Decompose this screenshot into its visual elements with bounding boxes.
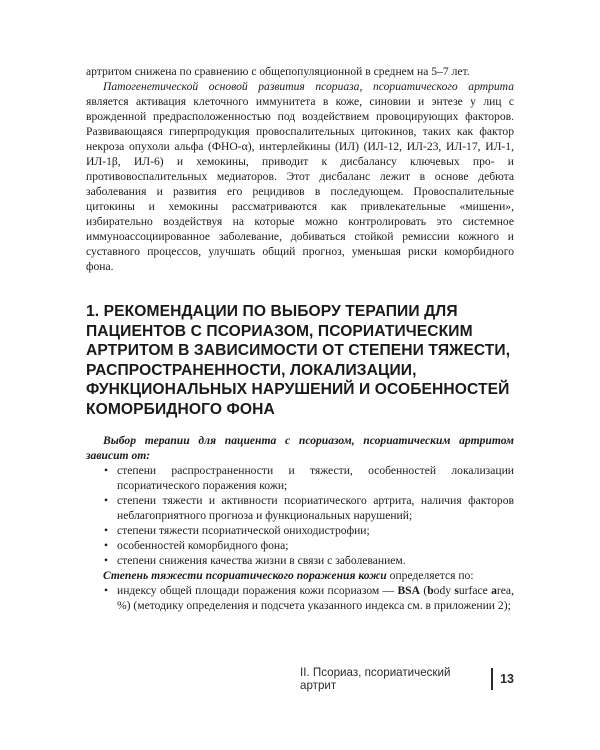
list-item: • степени тяжести псориатической ониходистрофии; (117, 523, 514, 538)
footer-divider (491, 668, 493, 690)
list-item: • особенностей коморбидного фона; (117, 538, 514, 553)
list-item: • степени распространенности и тяжести, особенностей локализации псориатического поражения кожи; (117, 463, 514, 493)
intro-paragraph: артритом снижена по сравнению с общепопуляционной в среднем на 5–7 лет. (86, 65, 470, 78)
bsa-letter: a (491, 584, 497, 597)
therapy-choice-list (86, 463, 514, 568)
bsa-text: urface (458, 584, 492, 597)
running-title: II. Псориаз, псориатический артрит (300, 666, 451, 692)
page-body (86, 64, 514, 613)
bsa-text: ( (420, 584, 428, 597)
page-footer (300, 668, 514, 690)
list-item: • степени тяжести и активности псориатического артрита, наличия факторов неблагоприятного прогноза и функциональных нарушений; (117, 493, 514, 523)
bsa-text: ody (433, 584, 455, 597)
severity-lead: Степень тяжести псориатического поражения кожи (103, 569, 387, 582)
bsa-abbrev: BSA (397, 584, 421, 597)
list-item-bsa (117, 583, 514, 613)
pathogenesis-paragraph (86, 79, 514, 274)
section-heading: 1. РЕКОМЕНДАЦИИ ПО ВЫБОРУ ТЕРАПИИ ДЛЯ ПАЦИЕНТОВ С ПСОРИАЗОМ, ПСОРИАТИЧЕСКИМ АРТРИТОМ В ЗАВИСИМОСТИ ОТ СТЕПЕНИ ТЯЖЕСТИ, РАСПРОСТРАНЕННОСТИ, ЛОКАЛИЗАЦИИ, ФУНКЦИОНАЛЬНЫХ НАРУШЕНИЙ И ОСОБЕННОСТЕЙ КОМОРБИДНОГО ФОНА (86, 303, 511, 418)
severity-paragraph (86, 568, 514, 583)
severity-list (86, 583, 514, 613)
bsa-text: индексу общей площади поражения кожи псориазом — (117, 584, 398, 597)
pathogenesis-lead: Патогенетической основой развития псориаза, псориатического артрита (103, 80, 514, 93)
page-number: 13 (500, 672, 514, 686)
list-item: • степени снижения качества жизни в связи с заболеванием. (117, 553, 514, 568)
severity-tail: определяется по: (386, 569, 474, 582)
bsa-text: rea, %) (методику определения и подсчета указанного индекса см. в приложении 2); (117, 584, 514, 612)
bsa-letter: b (427, 584, 434, 597)
therapy-choice-lead: Выбор терапии для пациента с псориазом, псориатическим артритом зависит от: (86, 434, 514, 462)
pathogenesis-text: является активация клеточного иммунитета в коже, синовии и энтезе у лиц с врожденной предрасположенностью под воздействием провоцирующих факторов. Развивающаяся гиперпродукция провоспалительных цитокинов, таких как фактор некроза опухоли альфа (ФНО-α), интерлейкины (ИЛ) (ИЛ-12, ИЛ-23, ИЛ-17, ИЛ-1, ИЛ-1β, ИЛ-6) и хемокины, приводит к дисбалансу ключевых про- и противовоспалительных медиаторов. Этот дисбаланс лежит в основе дебюта заболевания и развития его рецидивов в последующем. Провоспалительные цитокины и хемокины рассматриваются как привлекательные «мишени», избирательно воздействуя на которые можно контролировать это системное иммуноассоциированное заболевание, добиваться стойкой ремиссии кожного и суставного процессов, улучшать общий прогноз, уменьшая риски коморбидного фона. (86, 95, 514, 273)
bsa-letter: s (454, 584, 459, 597)
